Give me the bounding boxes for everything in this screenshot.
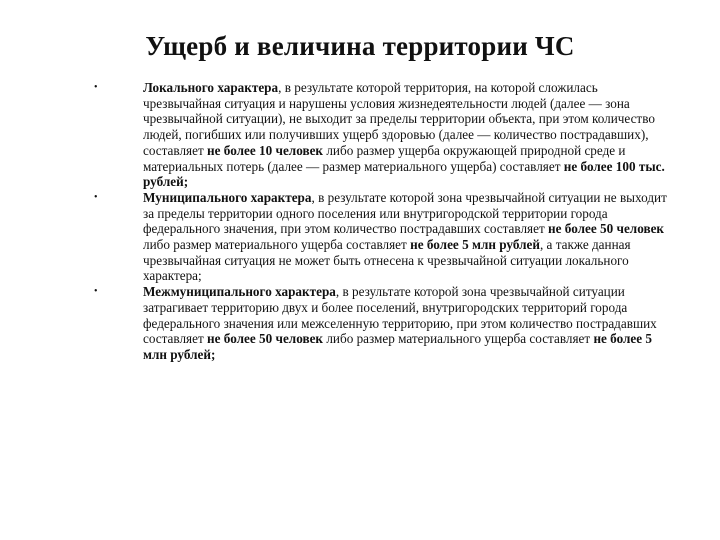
bullet-item: [94, 190, 674, 284]
bullet-text-regular: либо размер ущерба окружающей природной среде и материальных потерь (далее — размер материального ущерба) составляет: [143, 142, 626, 174]
bullet-text-bold: не более 5 млн рублей: [410, 237, 540, 253]
bullet-text-bold: не более 100 тыс. рублей;: [143, 158, 665, 190]
bullet-text-regular: либо размер материального ущерба составляет: [143, 237, 411, 253]
bullet-dot-icon: •: [94, 191, 98, 203]
bullet-item: [94, 80, 674, 190]
bullet-text-regular: , в результате которой территория, на которой сложилась чрезвычайная ситуация и нарушены условия жизнедеятельности людей (далее — зона чрезвычайной ситуации), не выходит за пределы территории объекта, при этом количество людей, погибших или получивших ущерб здоровью (далее — количество пострадавших), составляет: [143, 80, 655, 158]
bullet-list: [94, 80, 674, 363]
bullet-item: [94, 284, 674, 363]
bullet-text-bold: Муниципального характера: [143, 189, 312, 205]
bullet-text-bold: не более 10 человек: [207, 142, 324, 158]
bullet-dot-icon: •: [94, 286, 98, 298]
bullet-text: [143, 284, 657, 362]
bullet-text-regular: , в результате которой зона чрезвычайной ситуации затрагивает территорию двух и более поселений, внутригородских территорий города федерального значения или межселенную территорию, при этом количество пострадавших составляет: [143, 284, 657, 347]
bullet-text: [143, 80, 665, 189]
bullet-dot-icon: •: [94, 82, 98, 93]
bullet-text-regular: либо размер материального ущерба составляет: [323, 331, 594, 347]
bullet-text-bold: Локального характера: [143, 80, 279, 95]
slide-title: Ущерб и величина территории ЧС: [145, 31, 575, 61]
bullet-text-regular: , а также данная чрезвычайная ситуация не может быть отнесена к чрезвычайной ситуации локального характера;: [143, 237, 631, 284]
bullet-text-bold: не более 50 человек: [207, 331, 324, 347]
bullet-text-bold: не более 5 млн рублей;: [143, 331, 653, 362]
bullet-text-regular: , в результате которой зона чрезвычайной ситуации не выходит за пределы территории одного поселения или внутригородской территории города федерального значения, при этом количество пострадавших составляет: [143, 189, 667, 237]
bullet-text-bold: Межмуниципального характера: [143, 284, 336, 300]
bullet-text: [143, 190, 667, 284]
bullet-text-bold: не более 50 человек: [548, 221, 665, 237]
